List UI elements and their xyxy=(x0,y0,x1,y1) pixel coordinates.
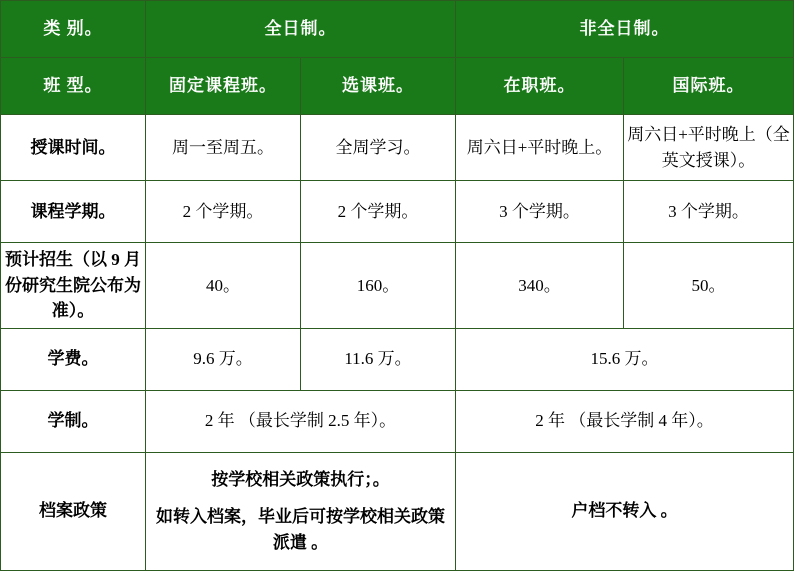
row-label-duration: 学制。 xyxy=(1,390,146,452)
cell-tuition-elective: 11.6 万。 xyxy=(301,328,456,390)
table-header-row-category xyxy=(1,1,794,58)
cell-semesters-fixed: 2 个学期。 xyxy=(146,181,301,243)
archive-policy-line-2: 如转入档案，毕业后可按学校相关政策派遣 。 xyxy=(156,507,445,552)
cell-enrollment-inservice: 340。 xyxy=(456,243,624,329)
header-fulltime: 全日制。 xyxy=(146,1,456,58)
table-row xyxy=(1,243,794,329)
table-row xyxy=(1,328,794,390)
header-inservice-class: 在职班。 xyxy=(456,58,624,115)
row-label-tuition: 学费。 xyxy=(1,328,146,390)
cell-class-time-fixed: 周一至周五。 xyxy=(146,115,301,181)
header-parttime: 非全日制。 xyxy=(456,1,794,58)
cell-enrollment-fixed: 40。 xyxy=(146,243,301,329)
cell-tuition-parttime: 15.6 万。 xyxy=(456,328,794,390)
header-international-class: 国际班。 xyxy=(624,58,794,115)
archive-policy-line-1: 按学校相关政策执行；。 xyxy=(211,469,390,489)
cell-semesters-international: 3 个学期。 xyxy=(624,181,794,243)
cell-tuition-fixed: 9.6 万。 xyxy=(146,328,301,390)
cell-enrollment-elective: 160。 xyxy=(301,243,456,329)
row-label-archive-policy: 档案政策 xyxy=(1,452,146,570)
header-fixed-course-class: 固定课程班。 xyxy=(146,58,301,115)
table-row xyxy=(1,452,794,570)
table-row xyxy=(1,390,794,452)
cell-semesters-elective: 2 个学期。 xyxy=(301,181,456,243)
table-row xyxy=(1,115,794,181)
cell-archive-policy-parttime: 户档不转入 。 xyxy=(456,452,794,570)
header-classtype-label: 班 型。 xyxy=(1,58,146,115)
cell-duration-parttime: 2 年 （最长学制 4 年）。 xyxy=(456,390,794,452)
cell-class-time-elective: 全周学习。 xyxy=(301,115,456,181)
cell-duration-fulltime: 2 年 （最长学制 2.5 年）。 xyxy=(146,390,456,452)
cell-enrollment-international: 50。 xyxy=(624,243,794,329)
table-header-row-classtype xyxy=(1,58,794,115)
cell-class-time-inservice: 周六日+平时晚上。 xyxy=(456,115,624,181)
row-label-class-time: 授课时间。 xyxy=(1,115,146,181)
row-label-semesters: 课程学期。 xyxy=(1,181,146,243)
header-elective-class: 选课班。 xyxy=(301,58,456,115)
cell-class-time-international: 周六日+平时晚上（全英文授课）。 xyxy=(624,115,794,181)
table-row xyxy=(1,181,794,243)
cell-semesters-inservice: 3 个学期。 xyxy=(456,181,624,243)
row-label-planned-enrollment: 预计招生（以 9 月份研究生院公布为准）。 xyxy=(1,243,146,329)
cell-archive-policy-fulltime xyxy=(146,452,456,570)
header-category-label: 类 别。 xyxy=(1,1,146,58)
